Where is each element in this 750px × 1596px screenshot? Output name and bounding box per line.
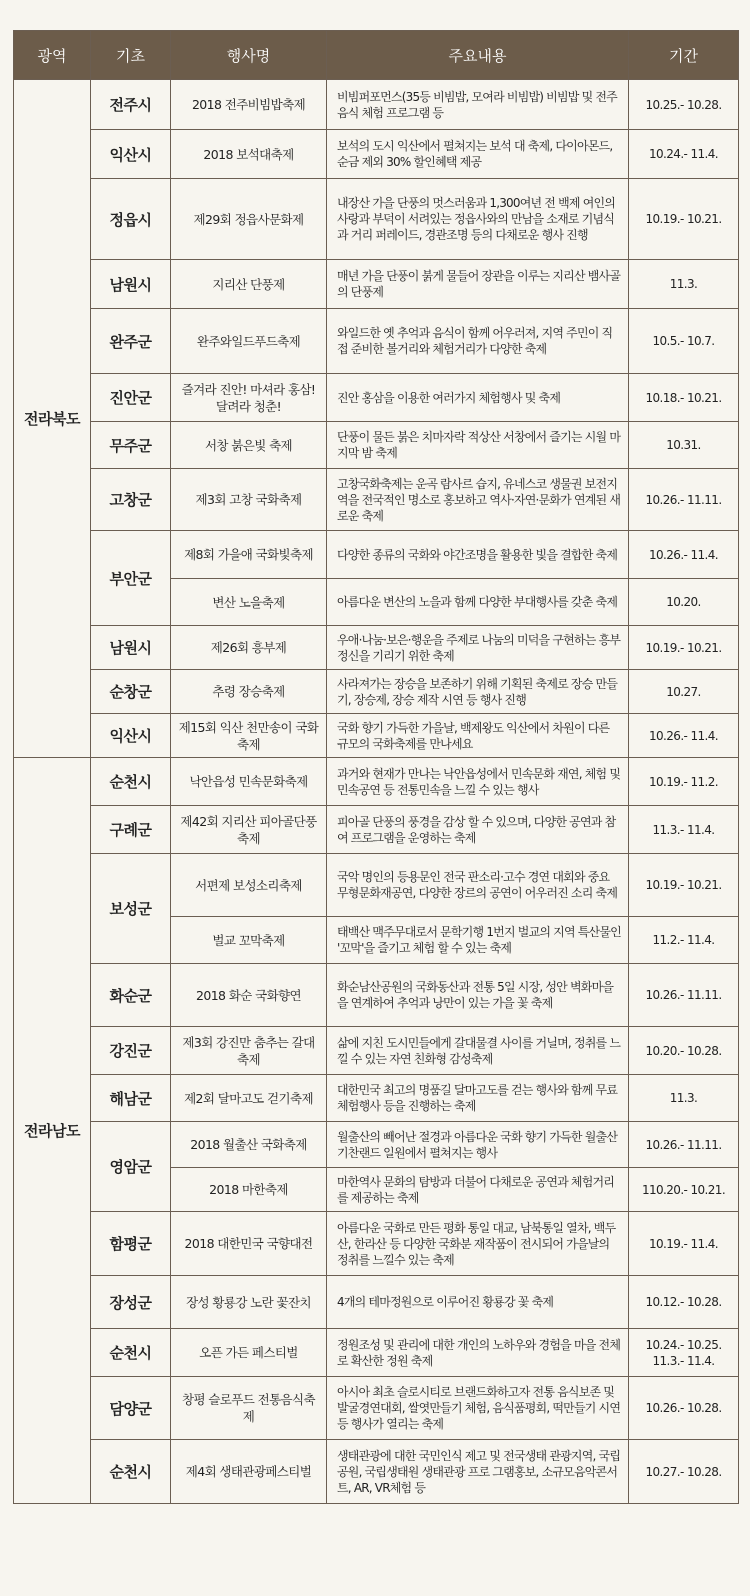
content-cell: 월출산의 빼어난 절경과 아름다운 국화 향기 가득한 월출산 기찬랜드 일원에서 펼쳐지는 행사 (327, 1122, 629, 1168)
period-cell: 10.25.- 10.28. (629, 80, 739, 130)
period-cell: 10.31. (629, 422, 739, 469)
city-cell: 영암군 (91, 1122, 171, 1212)
period-cell: 11.3. (629, 1075, 739, 1122)
city-cell: 강진군 (91, 1027, 171, 1075)
event-cell: 제15회 익산 천만송이 국화축제 (171, 714, 327, 758)
header-event: 행사명 (171, 31, 327, 80)
content-cell: 대한민국 최고의 명품길 달마고도를 걷는 행사와 함께 무료 체험행사 등을 진행하는 축제 (327, 1075, 629, 1122)
festival-table-container (13, 30, 739, 1504)
region-cell-north: 전라북도 (14, 80, 91, 758)
table-row (14, 714, 739, 758)
event-cell: 2018 화순 국화향연 (171, 964, 327, 1027)
city-cell: 구례군 (91, 806, 171, 854)
event-cell: 2018 전주비빔밥축제 (171, 80, 327, 130)
content-cell: 와일드한 옛 추억과 음식이 함께 어우러져, 지역 주민이 직접 준비한 볼거리와 체험거리가 다양한 축제 (327, 309, 629, 374)
period-cell: 10.19.- 10.21. (629, 626, 739, 670)
period-cell: 10.26.- 11.11. (629, 469, 739, 531)
table-row (14, 964, 739, 1027)
table-row (14, 1122, 739, 1168)
city-cell: 익산시 (91, 714, 171, 758)
period-cell: 10.20. (629, 579, 739, 626)
region-cell-south: 전라남도 (14, 758, 91, 1504)
content-cell: 마한역사 문화의 탐방과 더불어 다채로운 공연과 체험거리를 제공하는 축제 (327, 1168, 629, 1212)
period-cell: 11.3. (629, 260, 739, 309)
event-cell: 제42회 지리산 피아골단풍축제 (171, 806, 327, 854)
period-cell: 110.20.- 10.21. (629, 1168, 739, 1212)
event-cell: 벌교 꼬막축제 (171, 917, 327, 964)
city-cell: 부안군 (91, 531, 171, 626)
table-row (14, 758, 739, 806)
period-cell: 10.12.- 10.28. (629, 1276, 739, 1329)
city-cell: 남원시 (91, 626, 171, 670)
content-cell: 비빔퍼포먼스(35등 비빔밥, 모여라 비빔밥) 비빔밥 및 전주음식 체험 프로그램 등 (327, 80, 629, 130)
table-row (14, 1276, 739, 1329)
period-cell: 10.19.- 11.2. (629, 758, 739, 806)
table-row (14, 854, 739, 917)
table-row (14, 1212, 739, 1276)
table-row (14, 374, 739, 422)
city-cell: 함평군 (91, 1212, 171, 1276)
table-row (14, 1075, 739, 1122)
table-row (14, 670, 739, 714)
event-cell: 제3회 고창 국화축제 (171, 469, 327, 531)
table-row (14, 1329, 739, 1377)
period-cell: 10.26.- 11.4. (629, 531, 739, 579)
period-cell: 11.2.- 11.4. (629, 917, 739, 964)
period-line: 11.3.- 11.4. (652, 1353, 715, 1368)
event-cell: 2018 마한축제 (171, 1168, 327, 1212)
event-cell: 2018 대한민국 국향대전 (171, 1212, 327, 1276)
city-cell: 전주시 (91, 80, 171, 130)
content-cell: 4개의 테마정원으로 이루어진 황룡강 꽃 축제 (327, 1276, 629, 1329)
table-row (14, 309, 739, 374)
city-cell: 정읍시 (91, 179, 171, 260)
event-cell: 즐겨라 진안! 마셔라 홍삼! 달려라 청춘! (171, 374, 327, 422)
period-cell: 10.26.- 11.11. (629, 1122, 739, 1168)
content-cell: 우애·나눔·보은·행운을 주제로 나눔의 미덕을 구현하는 흥부 정신을 기리기 위한 축제 (327, 626, 629, 670)
period-cell: 10.20.- 10.28. (629, 1027, 739, 1075)
table-body (14, 80, 739, 1504)
content-cell: 생태관광에 대한 국민인식 제고 및 전국생태 관광지역, 국립공원, 국립생태원 생태관광 프로 그램홍보, 소규모음악콘서트, AR, VR체험 등 (327, 1440, 629, 1504)
city-cell: 장성군 (91, 1276, 171, 1329)
content-cell: 피아골 단풍의 풍경을 감상 할 수 있으며, 다양한 공연과 참여 프로그램을 운영하는 축제 (327, 806, 629, 854)
period-cell: 10.27.- 10.28. (629, 1440, 739, 1504)
period-cell: 10.27. (629, 670, 739, 714)
table-row (14, 260, 739, 309)
table-row (14, 1440, 739, 1504)
city-cell: 순천시 (91, 758, 171, 806)
table-row (14, 626, 739, 670)
content-cell: 아름다운 변산의 노을과 함께 다양한 부대행사를 갖춘 축제 (327, 579, 629, 626)
event-cell: 서창 붉은빛 축제 (171, 422, 327, 469)
content-cell: 국악 명인의 등용문인 전국 판소리·고수 경연 대회와 중요 무형문화재공연, 다양한 장르의 공연이 어우러진 소리 축제 (327, 854, 629, 917)
city-cell: 순천시 (91, 1329, 171, 1377)
period-cell: 10.26.- 11.11. (629, 964, 739, 1027)
content-cell: 삶에 지친 도시민들에게 갈대물결 사이를 거닐며, 정취를 느낄 수 있는 자연 친화형 감성축제 (327, 1027, 629, 1075)
header-city: 기초 (91, 31, 171, 80)
content-cell: 국화 향기 가득한 가을날, 백제왕도 익산에서 차원이 다른 규모의 국화축제를 만나세요 (327, 714, 629, 758)
event-cell: 추령 장승축제 (171, 670, 327, 714)
content-cell: 태백산 맥주무대로서 문학기행 1번지 벌교의 지역 특산물인 '꼬막'을 즐기고 체험 할 수 있는 축제 (327, 917, 629, 964)
event-cell: 장성 황룡강 노란 꽃잔치 (171, 1276, 327, 1329)
content-cell: 아시아 최초 슬로시티로 브랜드화하고자 전통 음식보존 및 발굴경연대회, 쌀엿만들기 체험, 음식품평회, 떡만들기 시연 등 행사가 열리는 축제 (327, 1377, 629, 1440)
content-cell: 보석의 도시 익산에서 펼쳐지는 보석 대 축제, 다이아몬드, 순금 제외 30% 할인혜택 제공 (327, 130, 629, 179)
content-cell: 진안 홍삼을 이용한 여러가지 체험행사 및 축제 (327, 374, 629, 422)
period-cell (629, 1329, 739, 1377)
period-cell: 10.26.- 10.28. (629, 1377, 739, 1440)
city-cell: 담양군 (91, 1377, 171, 1440)
period-cell: 10.19.- 11.4. (629, 1212, 739, 1276)
content-cell: 과거와 현재가 만나는 낙안읍성에서 민속문화 재연, 체험 및 민속공연 등 전통민속을 느낄 수 있는 행사 (327, 758, 629, 806)
period-cell: 10.24.- 11.4. (629, 130, 739, 179)
header-region: 광역 (14, 31, 91, 80)
content-cell: 내장산 가을 단풍의 멋스러움과 1,300여년 전 백제 여인의 사랑과 부덕이 서려있는 정읍사와의 만남을 소재로 기념식과 거리 퍼레이드, 경관조명 등의 다채로운 행사 진행 (327, 179, 629, 260)
city-cell: 완주군 (91, 309, 171, 374)
event-cell: 제3회 강진만 춤추는 갈대축제 (171, 1027, 327, 1075)
period-cell: 10.19.- 10.21. (629, 179, 739, 260)
city-cell: 남원시 (91, 260, 171, 309)
event-cell: 제8회 가을애 국화빛축제 (171, 531, 327, 579)
event-cell: 제4회 생태관광페스티벌 (171, 1440, 327, 1504)
period-cell: 10.18.- 10.21. (629, 374, 739, 422)
event-cell: 오픈 가든 페스티벌 (171, 1329, 327, 1377)
event-cell: 지리산 단풍제 (171, 260, 327, 309)
table-row (14, 806, 739, 854)
event-cell: 서편제 보성소리축제 (171, 854, 327, 917)
header-content: 주요내용 (327, 31, 629, 80)
period-cell: 10.19.- 10.21. (629, 854, 739, 917)
table-row (14, 1377, 739, 1440)
content-cell: 매년 가을 단풍이 붉게 물들어 장관을 이루는 지리산 뱀사골의 단풍제 (327, 260, 629, 309)
event-cell: 제29회 정읍사문화제 (171, 179, 327, 260)
city-cell: 무주군 (91, 422, 171, 469)
event-cell: 2018 보석대축제 (171, 130, 327, 179)
city-cell: 익산시 (91, 130, 171, 179)
city-cell: 해남군 (91, 1075, 171, 1122)
event-cell: 변산 노을축제 (171, 579, 327, 626)
period-line: 10.24.- 10.25. (645, 1337, 722, 1352)
city-cell: 화순군 (91, 964, 171, 1027)
city-cell: 고창군 (91, 469, 171, 531)
city-cell: 보성군 (91, 854, 171, 964)
event-cell: 제2회 달마고도 걷기축제 (171, 1075, 327, 1122)
period-cell: 11.3.- 11.4. (629, 806, 739, 854)
city-cell: 순창군 (91, 670, 171, 714)
table-row (14, 422, 739, 469)
table-row (14, 179, 739, 260)
event-cell: 낙안읍성 민속문화축제 (171, 758, 327, 806)
period-cell: 10.5.- 10.7. (629, 309, 739, 374)
table-row (14, 80, 739, 130)
festival-table (13, 30, 739, 1504)
content-cell: 화순남산공원의 국화동산과 전통 5일 시장, 성안 벽화마을을 연계하여 추억과 낭만이 있는 가을 꽃 축제 (327, 964, 629, 1027)
table-row (14, 1027, 739, 1075)
table-row (14, 469, 739, 531)
period-cell: 10.26.- 11.4. (629, 714, 739, 758)
event-cell: 2018 월출산 국화축제 (171, 1122, 327, 1168)
city-cell: 진안군 (91, 374, 171, 422)
content-cell: 사라져가는 장승을 보존하기 위해 기획된 축제로 장승 만들기, 장승제, 장승 제작 시연 등 행사 진행 (327, 670, 629, 714)
content-cell: 다양한 종류의 국화와 야간조명을 활용한 빛을 결합한 축제 (327, 531, 629, 579)
header-period: 기간 (629, 31, 739, 80)
content-cell: 정원조성 및 관리에 대한 개인의 노하우와 경험을 마을 전체로 확산한 정원 축제 (327, 1329, 629, 1377)
event-cell: 완주와일드푸드축제 (171, 309, 327, 374)
content-cell: 단풍이 물든 붉은 치마자락 적상산 서창에서 즐기는 시월 마지막 밤 축제 (327, 422, 629, 469)
content-cell: 고창국화축제는 운곡 람사르 습지, 유네스코 생물권 보전지역을 전국적인 명소로 홍보하고 역사·자연·문화가 연계된 새로운 축제 (327, 469, 629, 531)
event-cell: 창평 슬로푸드 전통음식축제 (171, 1377, 327, 1440)
content-cell: 아름다운 국화로 만든 평화 통일 대교, 남북통일 열차, 백두산, 한라산 등 다양한 국화분 재작품이 전시되어 가을날의 정취를 느낄수 있는 축제 (327, 1212, 629, 1276)
table-row (14, 531, 739, 579)
table-row (14, 130, 739, 179)
table-header (14, 31, 739, 80)
city-cell: 순천시 (91, 1440, 171, 1504)
event-cell: 제26회 흥부제 (171, 626, 327, 670)
